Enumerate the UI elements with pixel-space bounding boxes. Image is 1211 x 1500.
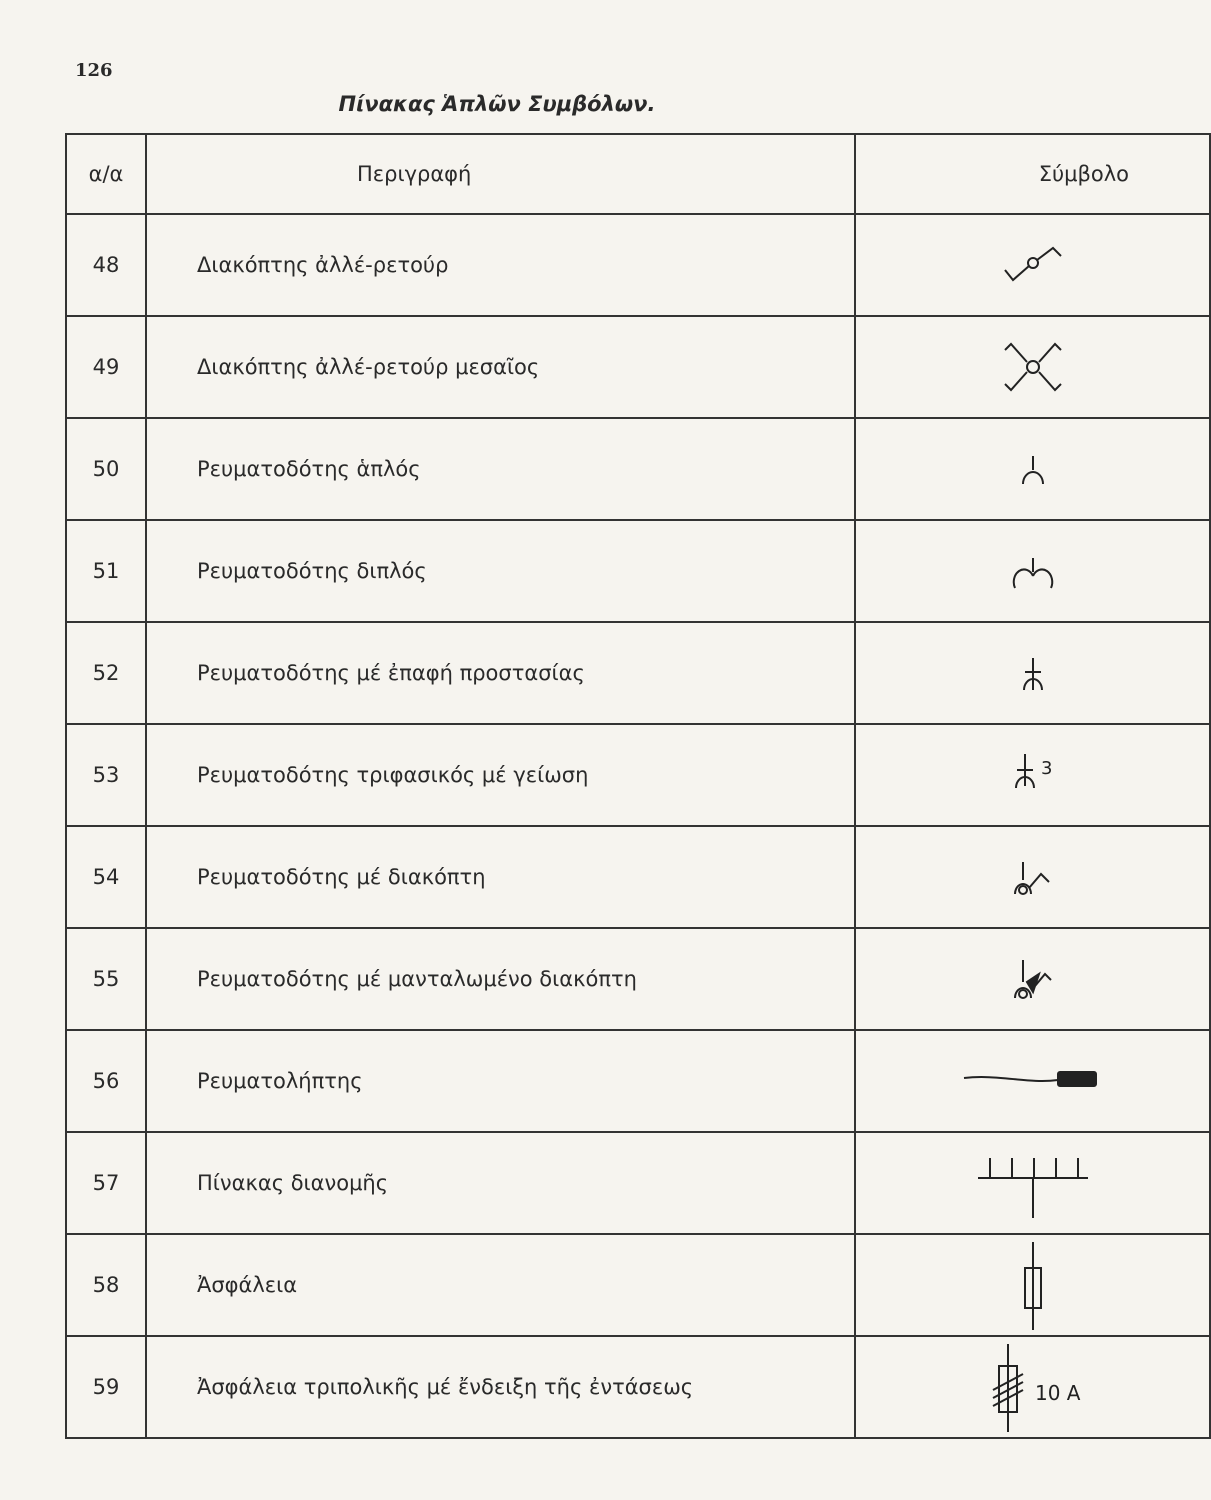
fuse-icon [1003,1238,1063,1333]
table-row [66,826,1210,928]
row-number: 51 [66,520,146,622]
table-row [66,1234,1210,1336]
header-symbol: Σύμβολο [855,134,1210,214]
row-description: Ρευματοδότης διπλός [146,520,855,622]
three-phase-socket-icon [983,740,1083,810]
row-number: 58 [66,1234,146,1336]
socket-with-switch-icon [983,842,1083,912]
row-number: 56 [66,1030,146,1132]
symbol-label: 3 [1040,758,1052,779]
row-number: 48 [66,214,146,316]
table-row [66,1132,1210,1234]
row-description: Ρευματοδότης μέ ἐπαφή προστασίας [146,622,855,724]
row-number: 53 [66,724,146,826]
row-description: Ρευματολήπτης [146,1030,855,1132]
double-socket-icon [983,536,1083,606]
row-description: Ρευματοδότης ἁπλός [146,418,855,520]
row-description: Ρευματοδότης τριφασικός μέ γείωση [146,724,855,826]
socket-with-interlocked-switch-icon [983,944,1083,1014]
row-description: Ἀσφάλεια [146,1234,855,1336]
table-header-row [66,134,1210,214]
row-description: Πίνακας διανομῆς [146,1132,855,1234]
row-number: 54 [66,826,146,928]
table-row [66,622,1210,724]
protective-contact-socket-icon [983,638,1083,708]
row-number: 49 [66,316,146,418]
header-aa: α/α [66,134,146,214]
distribution-board-icon [968,1138,1098,1228]
table-row [66,214,1210,316]
row-description: Διακόπτης ἀλλέ-ρετούρ μεσαῖος [146,316,855,418]
table-row [66,1336,1210,1438]
row-number: 59 [66,1336,146,1438]
plug-icon [958,1056,1108,1106]
table-row [66,1030,1210,1132]
two-way-switch-icon [983,230,1083,300]
symbols-table [65,133,1211,1439]
header-description: Περιγραφή [146,134,855,214]
table-row [66,520,1210,622]
row-description: Ἀσφάλεια τριπολικῆς μέ ἔνδειξη τῆς ἐντάσεως [146,1336,855,1438]
row-number: 52 [66,622,146,724]
row-number: 55 [66,928,146,1030]
table-row [66,418,1210,520]
table-row [66,724,1210,826]
row-description: Διακόπτης ἀλλέ-ρετούρ [146,214,855,316]
page-title: Πίνακας Ἁπλῶν Συμβόλων. [338,92,656,116]
intermediate-switch-icon [983,332,1083,402]
table-row [66,928,1210,1030]
row-description: Ρευματοδότης μέ μανταλωμένο διακόπτη [146,928,855,1030]
page-number: 126 [75,60,113,81]
single-socket-icon [983,434,1083,504]
row-number: 57 [66,1132,146,1234]
row-description: Ρευματοδότης μέ διακόπτη [146,826,855,928]
table-row [66,316,1210,418]
symbol-label: 10 A [1034,1380,1080,1405]
three-pole-fuse-icon [963,1340,1103,1435]
row-number: 50 [66,418,146,520]
